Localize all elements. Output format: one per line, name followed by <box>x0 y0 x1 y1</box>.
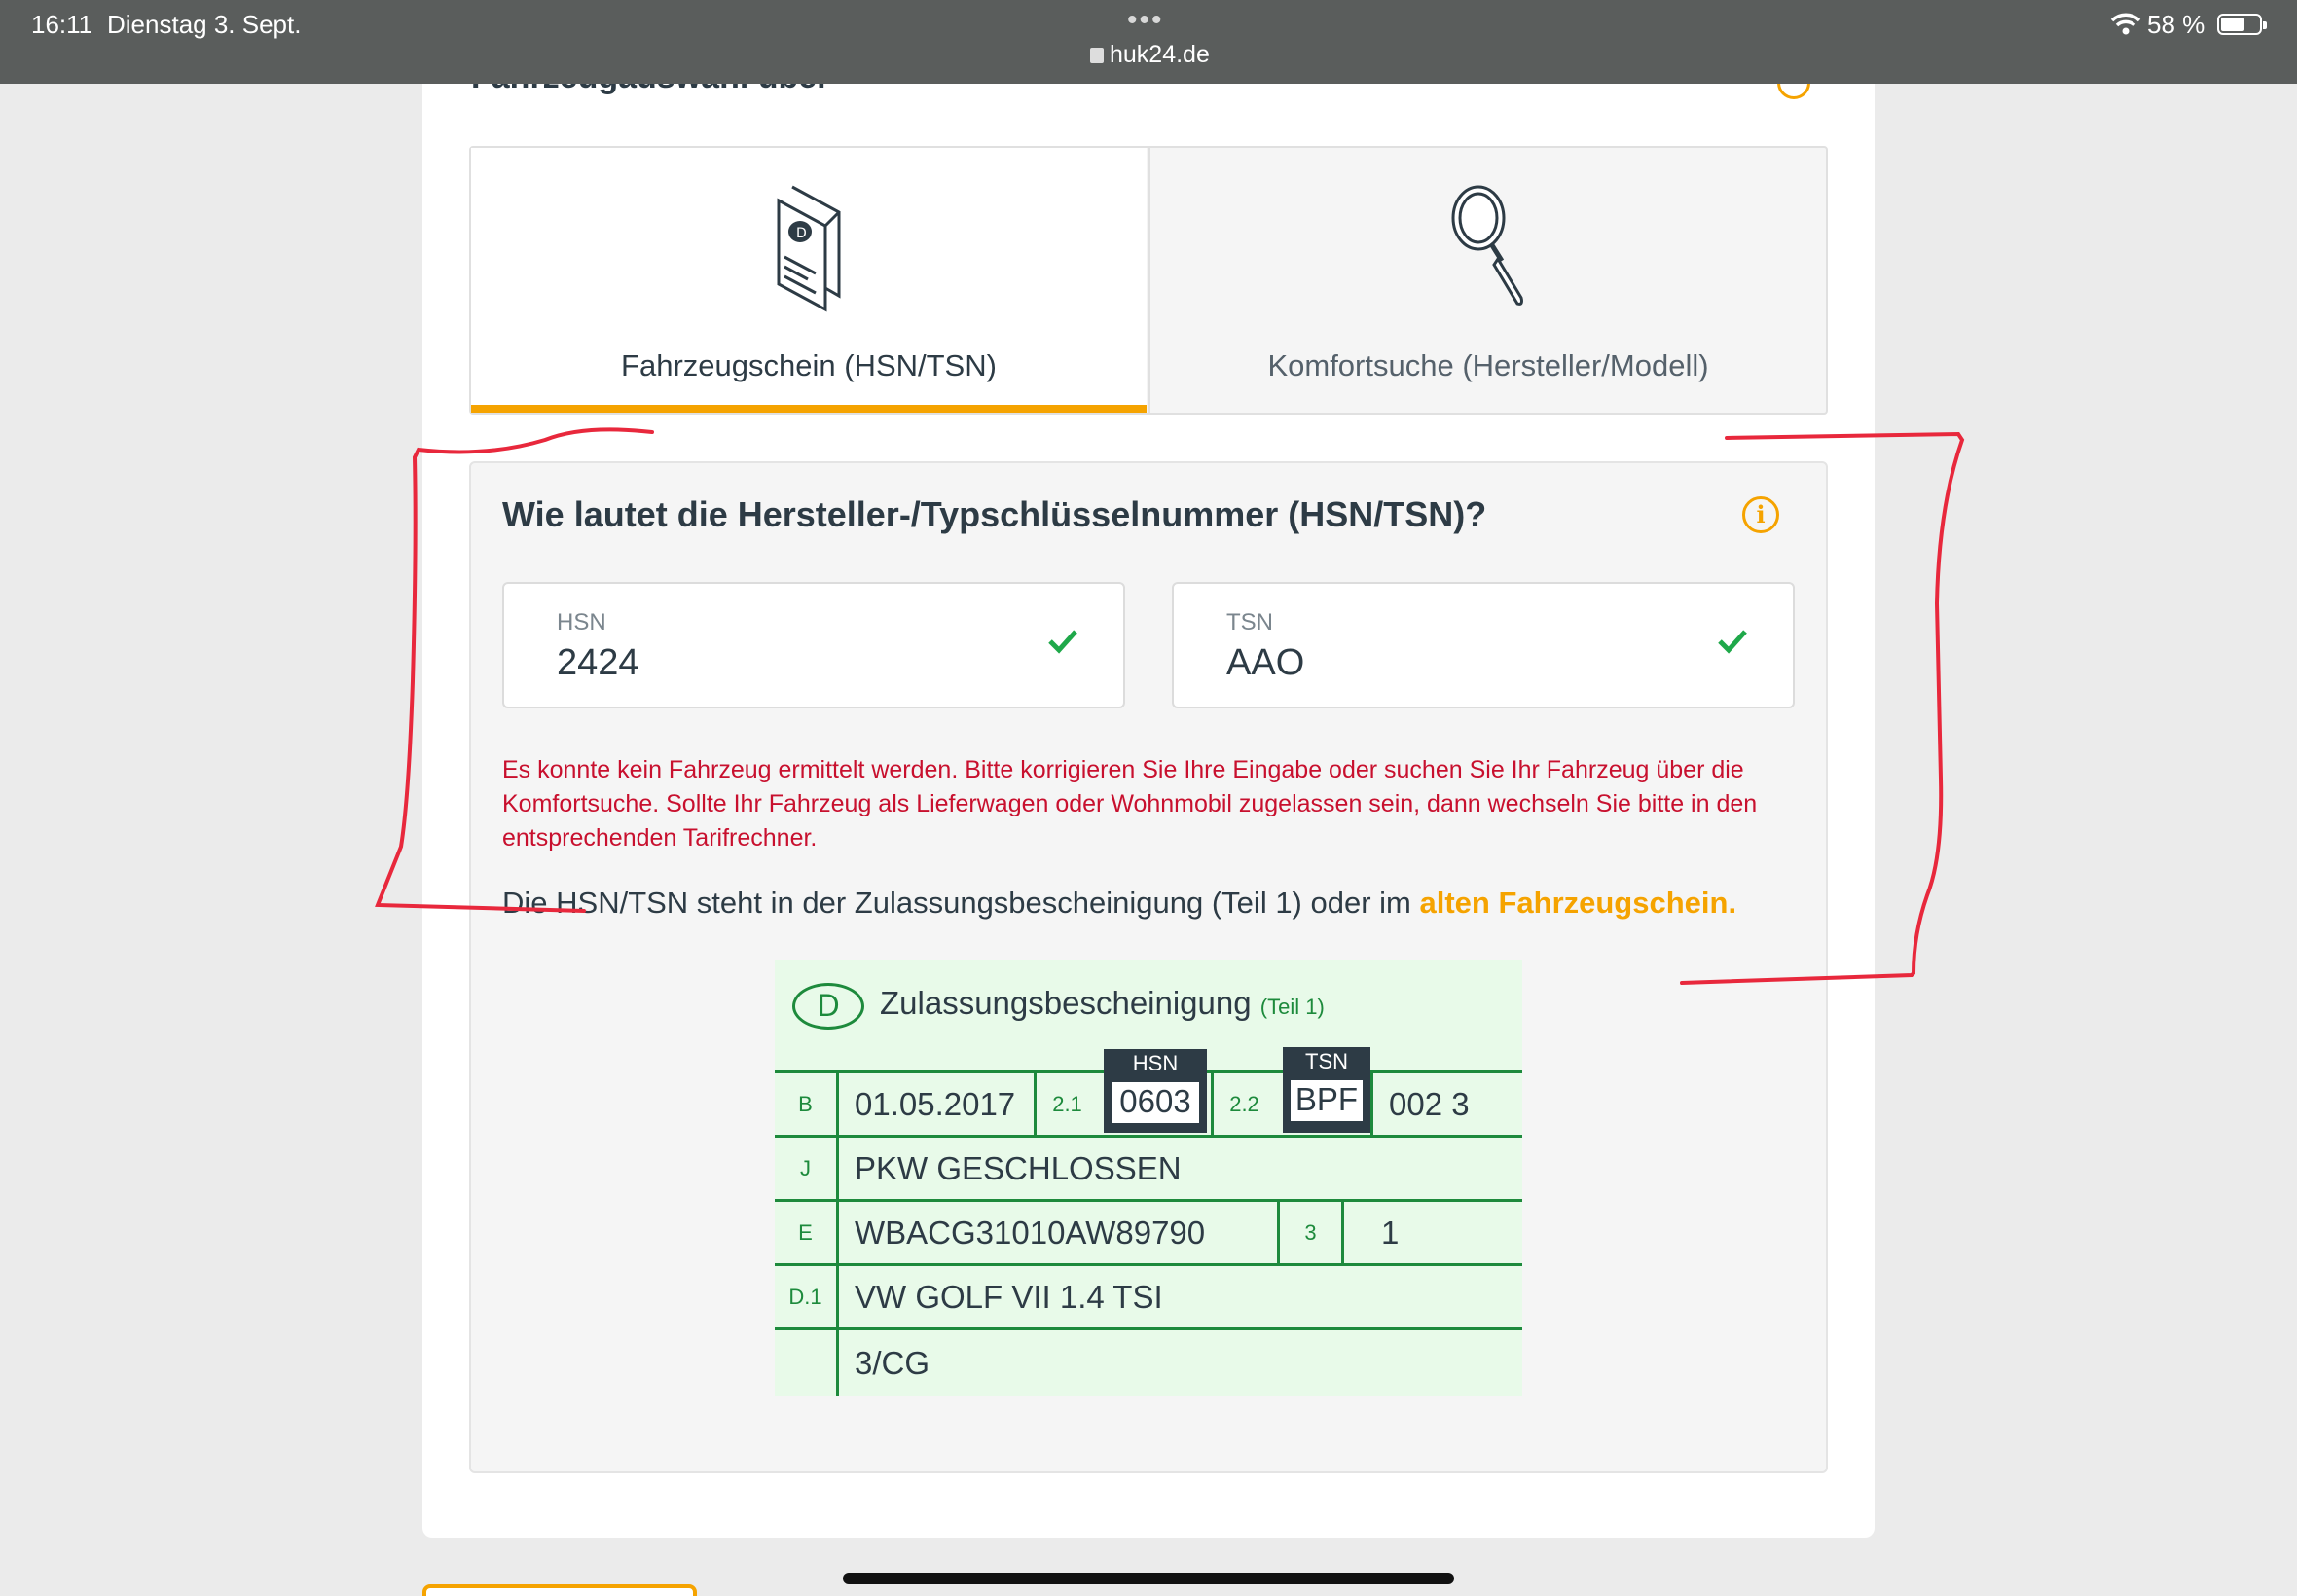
checkmark-icon <box>1717 629 1748 654</box>
vehicle-document-icon <box>765 181 853 317</box>
model-value: VW GOLF VII 1.4 TSI <box>855 1278 1163 1315</box>
tab-komfortsuche[interactable] <box>1148 148 1826 413</box>
document-title-text: Zulassungsbescheinigung <box>880 985 1252 1021</box>
row-code: D.1 <box>775 1266 839 1327</box>
doc-row-d1 <box>775 1263 1522 1327</box>
code-2-2: 2.2 <box>1211 1073 1275 1135</box>
tsn-value[interactable]: AAO <box>1226 642 1305 683</box>
vin-value: WBACG31010AW89790 <box>855 1214 1206 1251</box>
extra-line-value: 3/CG <box>855 1344 930 1381</box>
document-title <box>880 985 1325 1022</box>
tsn-highlight-label: TSN <box>1305 1049 1348 1073</box>
home-indicator[interactable] <box>843 1573 1454 1584</box>
alter-fahrzeugschein-link[interactable]: alten Fahrzeugschein. <box>1419 886 1737 920</box>
extra-value: 002 3 <box>1370 1073 1522 1135</box>
hsn-highlight-value: 0603 <box>1110 1080 1201 1125</box>
country-badge: D <box>792 983 864 1030</box>
hsn-label: HSN <box>557 609 606 635</box>
code-3: 3 <box>1277 1202 1341 1263</box>
code-3-value: 1 <box>1341 1202 1522 1263</box>
info-icon[interactable]: i <box>1742 496 1779 533</box>
vehicle-class-value: PKW GESCHLOSSEN <box>855 1149 1182 1186</box>
doc-row-j <box>775 1135 1522 1199</box>
hsn-value[interactable]: 2424 <box>557 642 639 683</box>
url-text: huk24.de <box>1110 41 1210 68</box>
row-code: E <box>775 1202 839 1263</box>
tsn-highlight <box>1283 1047 1370 1133</box>
status-bar <box>0 0 2297 84</box>
magnifier-icon <box>1440 181 1537 317</box>
hsn-highlight-label: HSN <box>1132 1051 1179 1075</box>
doc-row-e <box>775 1199 1522 1263</box>
tsn-highlight-value: BPF <box>1289 1078 1365 1123</box>
code-2-1: 2.1 <box>1034 1073 1098 1135</box>
checkmark-icon <box>1047 629 1078 654</box>
address-bar[interactable] <box>1090 41 1210 69</box>
vehicle-selection-tabs <box>469 146 1828 415</box>
status-time: 16:11 <box>31 10 93 39</box>
registration-document-illustration <box>775 960 1522 1396</box>
wifi-icon <box>2110 12 2141 35</box>
tab-label: Fahrzeugschein (HSN/TSN) <box>621 348 997 382</box>
next-button[interactable] <box>422 1584 697 1596</box>
hint-body: Die HSN/TSN steht in der Zulassungsbescheinigung (Teil 1) oder im <box>502 886 1420 920</box>
question-title: Wie lautet die Hersteller-/Typschlüsselnummer (HSN/TSN)? <box>502 494 1487 534</box>
hint-text <box>502 886 1736 921</box>
tsn-label: TSN <box>1226 609 1273 635</box>
date-value: 01.05.2017 <box>855 1085 1016 1122</box>
hsn-highlight <box>1104 1049 1207 1133</box>
status-date: Dienstag 3. Sept. <box>107 10 302 39</box>
row-code: J <box>775 1138 839 1199</box>
document-subtitle: (Teil 1) <box>1259 995 1325 1019</box>
tab-label: Komfortsuche (Hersteller/Modell) <box>1267 348 1709 382</box>
battery-icon <box>2217 14 2262 35</box>
more-dots-icon[interactable]: ••• <box>1127 4 1164 36</box>
row-code: B <box>775 1073 839 1135</box>
svg-text:D: D <box>796 226 807 241</box>
row-code <box>775 1330 839 1396</box>
battery-percent: 58 % <box>2147 10 2206 39</box>
hsn-input[interactable] <box>502 582 1125 708</box>
tsn-input[interactable] <box>1172 582 1795 708</box>
tab-fahrzeugschein[interactable] <box>471 148 1147 413</box>
error-message: Es konnte kein Fahrzeug ermittelt werden. Bitte korrigieren Sie Ihre Eingabe oder suchen Sie Ihr Fahrzeug über die Komfortsuche. Sollte Ihr Fahrzeug als Lieferwagen oder Wohnmobil zugelassen sein, dann wechseln Sie bitte in den entsprechenden Tarifrechner. <box>502 756 1758 852</box>
doc-row-last <box>775 1327 1522 1396</box>
lock-icon <box>1090 48 1104 63</box>
